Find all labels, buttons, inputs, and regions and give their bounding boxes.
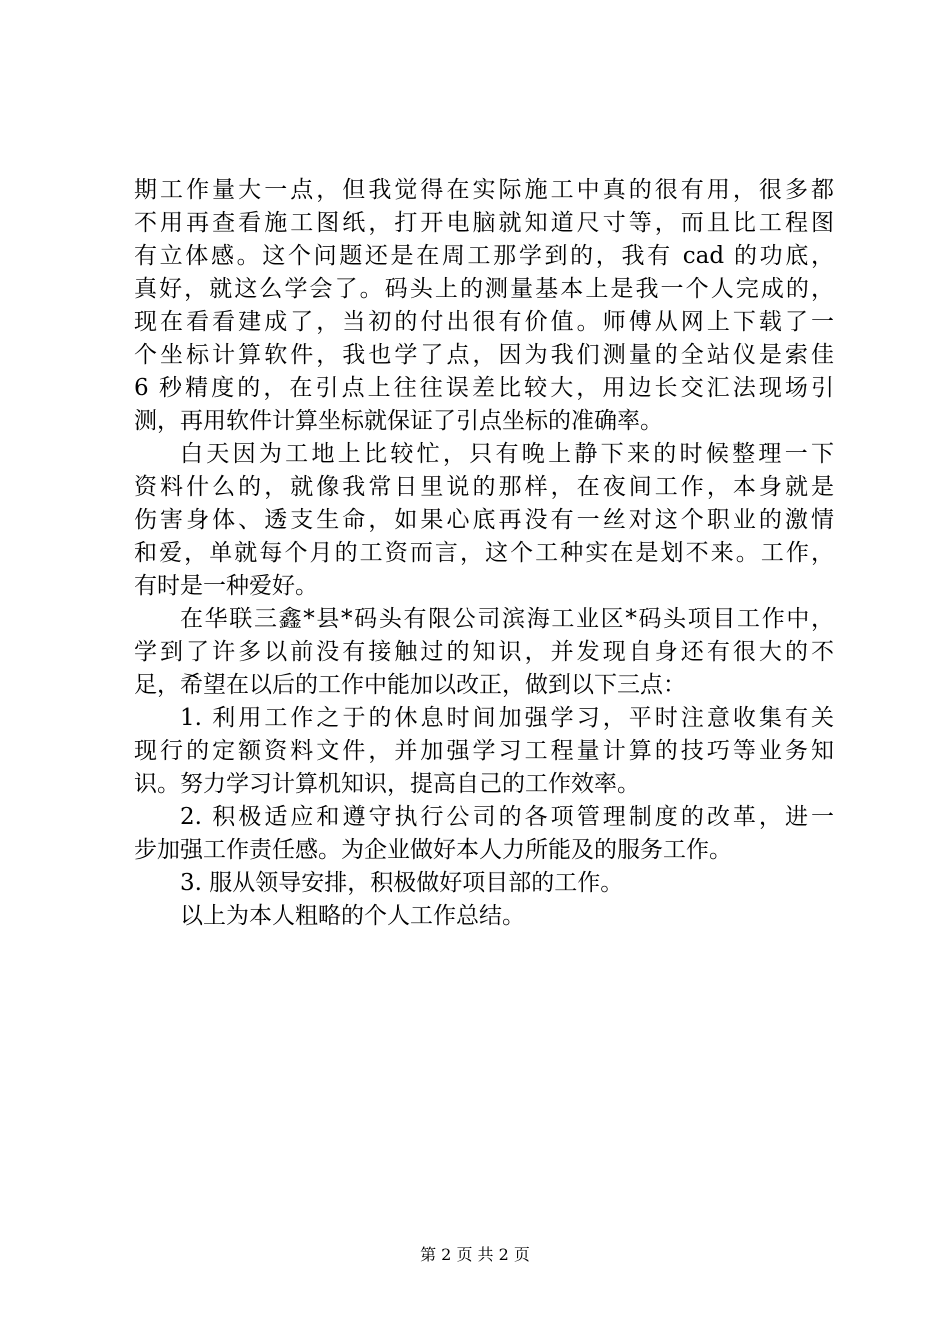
paragraph-first-line: 1. 利用工作之于的休息时间加强学习，平时注意收集有关 [180, 705, 834, 731]
text-line: 足，希望在以后的工作中能加以改正，做到以下三点： [134, 672, 686, 698]
text-line: 真好，就这么学会了。码头上的测量基本上是我一个人完成的， [134, 276, 834, 302]
document-body [134, 174, 834, 933]
text-line: 测，再用软件计算坐标就保证了引点坐标的准确率。 [134, 408, 663, 434]
paragraph-first-line: 白天因为工地上比较忙，只有晚上静下来的时候整理一下 [180, 441, 834, 467]
text-line: 学到了许多以前没有接触过的知识，并发现自身还有很大的不 [134, 639, 834, 665]
paragraph-first-line: 以上为本人粗略的个人工作总结。 [180, 903, 525, 929]
text-line: 期工作量大一点，但我觉得在实际施工中真的很有用，很多都 [134, 177, 834, 203]
text-line: 现行的定额资料文件，并加强学习工程量计算的技巧等业务知 [134, 738, 834, 764]
text-line: 和爱，单就每个月的工资而言，这个工种实在是划不来。工作， [134, 540, 834, 566]
text-line: 有时是一种爱好。 [134, 573, 318, 599]
text-line: 现在看看建成了，当初的付出很有价值。师傅从网上下载了一 [134, 309, 834, 335]
text-line: 识。努力学习计算机知识，提高自己的工作效率。 [134, 771, 640, 797]
paragraph-first-line: 在华联三鑫*县*码头有限公司滨海工业区*码头项目工作中， [180, 606, 834, 632]
text-line: 个坐标计算软件，我也学了点，因为我们测量的全站仪是索佳 [134, 342, 834, 368]
paragraph-first-line: 3. 服从领导安排，积极做好项目部的工作。 [180, 870, 624, 896]
text-line: 有立体感。这个问题还是在周工那学到的，我有 cad 的功底， [134, 243, 834, 269]
page-number-footer: 第 2 页 共 2 页 [420, 1245, 530, 1264]
text-line: 6 秒精度的，在引点上往往误差比较大，用边长交汇法现场引 [134, 375, 834, 401]
text-line: 伤害身体、透支生命，如果心底再没有一丝对这个职业的激情 [134, 507, 834, 533]
text-line: 资料什么的，就像我常日里说的那样，在夜间工作，本身就是 [134, 474, 834, 500]
text-line: 不用再查看施工图纸，打开电脑就知道尺寸等，而且比工程图 [134, 210, 834, 236]
paragraph-first-line: 2. 积极适应和遵守执行公司的各项管理制度的改革，进一 [180, 804, 834, 830]
text-line: 步加强工作责任感。为企业做好本人力所能及的服务工作。 [134, 837, 732, 863]
